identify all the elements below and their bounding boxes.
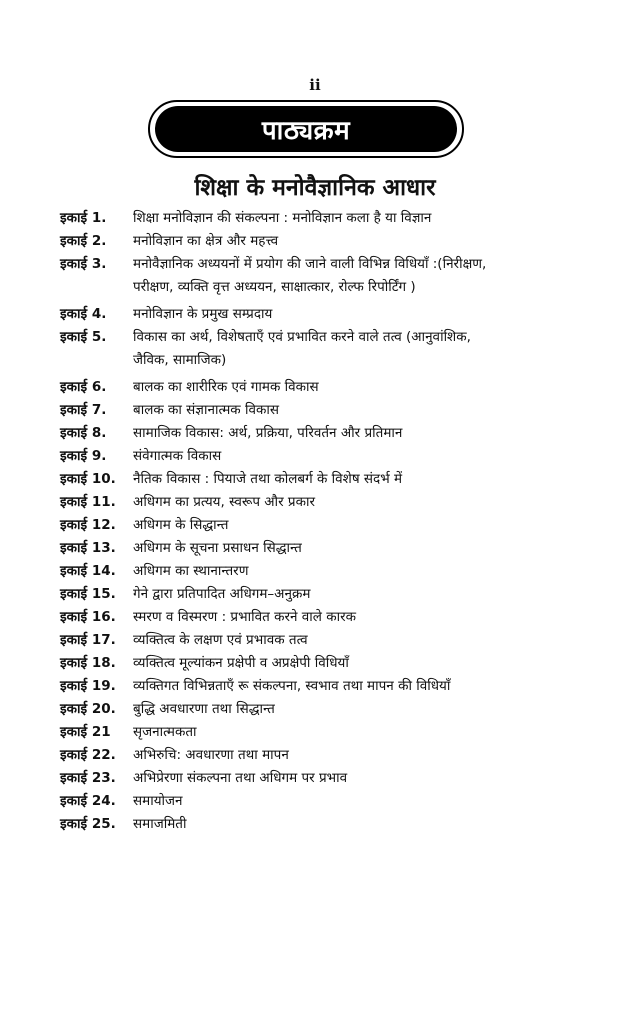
unit-label: इकाई 24. xyxy=(60,793,116,809)
unit-title-line: गेने द्वारा प्रतिपादित अधिगम–अनुक्रम xyxy=(133,586,311,602)
unit-title xyxy=(133,790,595,813)
unit-label: इकाई 14. xyxy=(60,563,116,579)
unit-title-line: व्यक्तित्व के लक्षण एवं प्रभावक तत्व xyxy=(133,632,308,648)
banner-title: पाठ्यक्रम xyxy=(261,116,351,146)
unit-label: इकाई 1. xyxy=(60,210,107,226)
unit-title-line: अधिगम के सिद्धान्त xyxy=(133,517,229,533)
unit-title-line: समायोजन xyxy=(133,793,183,809)
unit-row xyxy=(60,629,595,652)
unit-row xyxy=(60,207,595,230)
unit-row xyxy=(60,767,595,790)
unit-title xyxy=(133,514,595,537)
unit-title-line: अभिरुचि: अवधारणा तथा मापन xyxy=(133,747,289,763)
unit-title xyxy=(133,303,595,326)
unit-label: इकाई 16. xyxy=(60,609,116,625)
unit-title-line: व्यक्तिगत विभिन्नताएँ रू संकल्पना, स्वभाव तथा मापन की विधियाँ xyxy=(133,678,451,694)
syllabus-banner xyxy=(148,100,464,158)
unit-title-line: नैतिक विकास : पियाजे तथा कोलबर्ग के विशेष संदर्भ में xyxy=(133,471,403,487)
page-number: ii xyxy=(309,76,321,94)
course-title: शिक्षा के मनोवैज्ञानिक आधार xyxy=(194,175,436,201)
unit-title xyxy=(133,445,595,468)
unit-title-line: संवेगात्मक विकास xyxy=(133,448,222,464)
unit-label: इकाई 18. xyxy=(60,655,116,671)
unit-title-line: बुद्धि अवधारणा तथा सिद्धान्त xyxy=(133,701,275,717)
unit-label: इकाई 6. xyxy=(60,379,107,395)
unit-row xyxy=(60,514,595,537)
unit-title-line: सामाजिक विकास: अर्थ, प्रक्रिया, परिवर्तन और प्रतिमान xyxy=(133,425,403,441)
unit-label: इकाई 19. xyxy=(60,678,116,694)
unit-label: इकाई 15. xyxy=(60,586,116,602)
unit-title xyxy=(133,230,595,253)
unit-title-line: बालक का संज्ञानात्मक विकास xyxy=(133,402,279,418)
unit-label: इकाई 9. xyxy=(60,448,107,464)
unit-title-line: जैविक, सामाजिक) xyxy=(133,352,227,368)
unit-title-line: विकास का अर्थ, विशेषताएँ एवं प्रभावित करने वाले तत्व (आनुवांशिक, xyxy=(133,329,471,345)
unit-title xyxy=(133,629,595,652)
unit-title xyxy=(133,422,595,445)
unit-label: इकाई 20. xyxy=(60,701,116,717)
unit-title-line: मनोविज्ञान के प्रमुख सम्प्रदाय xyxy=(133,306,273,322)
unit-row xyxy=(60,445,595,468)
unit-row xyxy=(60,744,595,767)
unit-title-line: बालक का शारीरिक एवं गामक विकास xyxy=(133,379,319,395)
unit-title xyxy=(133,253,595,299)
unit-row xyxy=(60,399,595,422)
unit-title-line: मनोविज्ञान का क्षेत्र और महत्त्व xyxy=(133,233,279,249)
unit-title xyxy=(133,399,595,422)
unit-title xyxy=(133,652,595,675)
unit-row xyxy=(60,790,595,813)
unit-row xyxy=(60,253,595,299)
unit-title xyxy=(133,721,595,744)
unit-title xyxy=(133,326,595,372)
unit-title xyxy=(133,468,595,491)
unit-title xyxy=(133,606,595,629)
unit-title xyxy=(133,560,595,583)
unit-row xyxy=(60,652,595,675)
unit-title xyxy=(133,207,595,230)
unit-title-line: परीक्षण, व्यक्ति वृत्त अध्ययन, साक्षात्कार, रोल्फ रिपोर्टिंग ) xyxy=(133,279,416,295)
unit-row xyxy=(60,303,595,326)
unit-label: इकाई 3. xyxy=(60,256,107,272)
unit-title-line: शिक्षा मनोविज्ञान की संकल्पना : मनोविज्ञान कला है या विज्ञान xyxy=(133,210,432,226)
unit-title-line: सृजनात्मकता xyxy=(133,724,197,740)
unit-title-line: व्यक्तित्व मूल्यांकन प्रक्षेपी व अप्रक्षेपी विधियाँ xyxy=(133,655,349,671)
unit-title xyxy=(133,537,595,560)
unit-row xyxy=(60,813,595,836)
unit-title-line: स्मरण व विस्मरण : प्रभावित करने वाले कारक xyxy=(133,609,356,625)
unit-label: इकाई 12. xyxy=(60,517,116,533)
unit-title xyxy=(133,583,595,606)
unit-title xyxy=(133,491,595,514)
unit-row xyxy=(60,468,595,491)
unit-title-line: अधिगम का स्थानान्तरण xyxy=(133,563,249,579)
unit-row xyxy=(60,326,595,372)
unit-label: इकाई 8. xyxy=(60,425,107,441)
unit-title-line: समाजमिती xyxy=(133,816,187,832)
unit-title xyxy=(133,744,595,767)
unit-row xyxy=(60,583,595,606)
unit-row xyxy=(60,721,595,744)
unit-row xyxy=(60,230,595,253)
unit-label: इकाई 4. xyxy=(60,306,107,322)
unit-title-line: अधिगम का प्रत्यय, स्वरूप और प्रकार xyxy=(133,494,315,510)
unit-title-line: अभिप्रेरणा संकल्पना तथा अधिगम पर प्रभाव xyxy=(133,770,348,786)
unit-title xyxy=(133,376,595,399)
unit-row xyxy=(60,675,595,698)
unit-title-line: मनोवैज्ञानिक अध्ययनों में प्रयोग की जाने वाली विभिन्न विधियाँ :(निरीक्षण, xyxy=(133,256,487,272)
unit-label: इकाई 21 xyxy=(60,724,111,740)
unit-row xyxy=(60,606,595,629)
unit-row xyxy=(60,376,595,399)
unit-title xyxy=(133,675,595,698)
unit-label: इकाई 22. xyxy=(60,747,116,763)
unit-row xyxy=(60,422,595,445)
unit-label: इकाई 11. xyxy=(60,494,116,510)
unit-label: इकाई 7. xyxy=(60,402,107,418)
unit-row xyxy=(60,491,595,514)
unit-row xyxy=(60,537,595,560)
unit-label: इकाई 17. xyxy=(60,632,116,648)
syllabus-banner-fill xyxy=(155,106,457,152)
unit-label: इकाई 2. xyxy=(60,233,107,249)
unit-title-line: अधिगम के सूचना प्रसाधन सिद्धान्त xyxy=(133,540,302,556)
unit-label: इकाई 10. xyxy=(60,471,116,487)
unit-list xyxy=(60,207,595,836)
unit-row xyxy=(60,698,595,721)
unit-label: इकाई 13. xyxy=(60,540,116,556)
unit-title xyxy=(133,813,595,836)
unit-row xyxy=(60,560,595,583)
unit-label: इकाई 25. xyxy=(60,816,116,832)
unit-label: इकाई 23. xyxy=(60,770,116,786)
unit-title xyxy=(133,698,595,721)
unit-title xyxy=(133,767,595,790)
unit-label: इकाई 5. xyxy=(60,329,107,345)
